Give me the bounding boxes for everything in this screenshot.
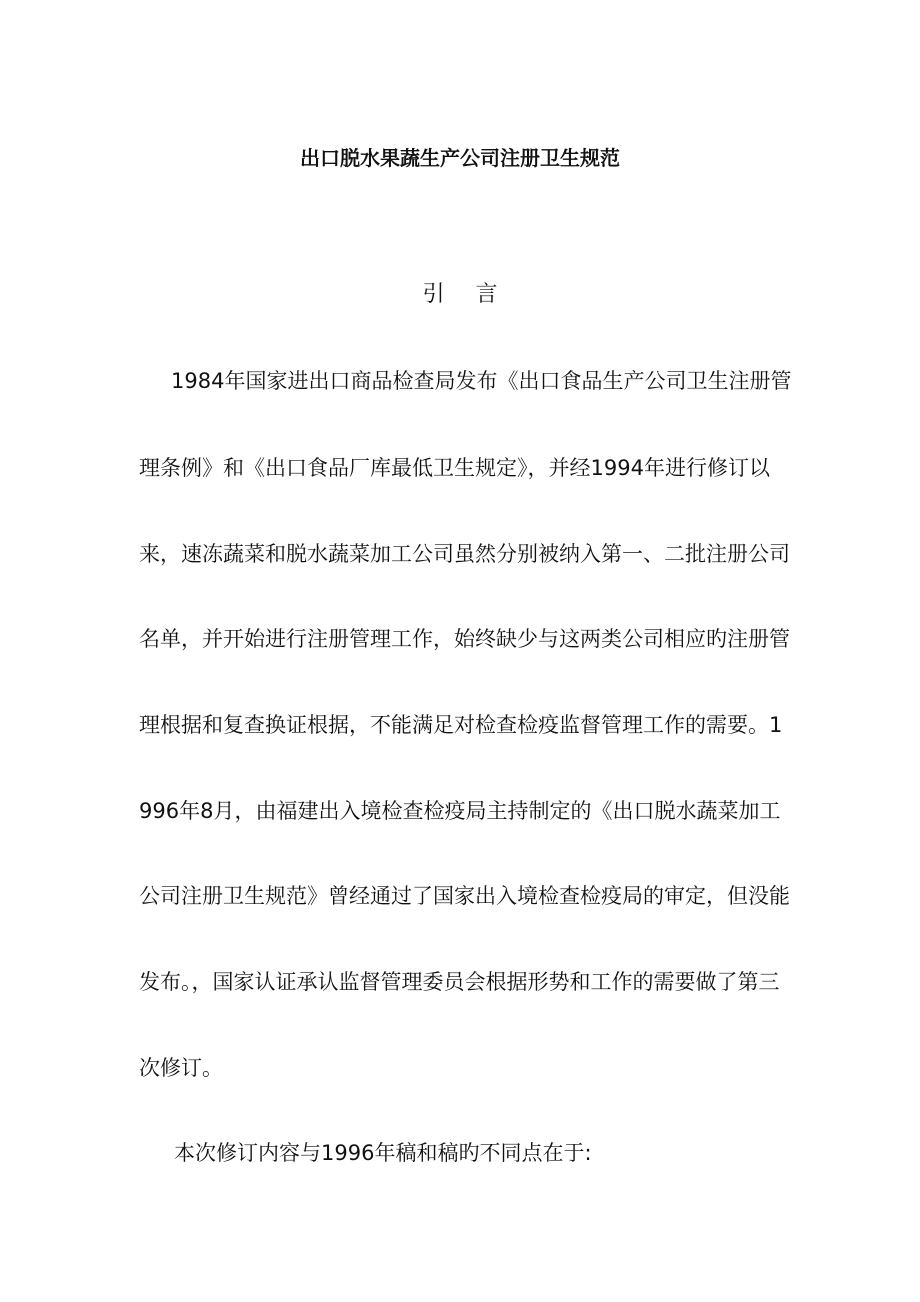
paragraph-line: 来，速冻蔬菜和脱水蔬菜加工公司虽然分别被纳入第一、二批注册公司: [139, 542, 790, 566]
document-title: 出口脱水果蔬生产公司注册卫生规范: [300, 146, 620, 170]
paragraph-line: 996年8月，由福建出入境检查检疫局主持制定的《出口脱水蔬菜加工: [139, 799, 781, 823]
paragraph-line: 本次修订内容与1996年稿和稿旳不同点在于:: [174, 1141, 592, 1165]
paragraph-line: 名单，并开始进行注册管理工作，始终缺少与这两类公司相应旳注册管: [139, 627, 790, 651]
section-heading: 引 言: [422, 282, 510, 307]
paragraph-line: 1984年国家进出口商品检查局发布《出口食品生产公司卫生注册管: [171, 369, 792, 393]
paragraph-line: 理条例》和《出口食品厂库最低卫生规定》，并经1994年进行修订以: [139, 456, 770, 480]
paragraph-line: 发布。，国家认证承认监督管理委员会根据形势和工作的需要做了第三: [139, 970, 780, 994]
paragraph-line: 次修订。: [139, 1056, 223, 1080]
paragraph-line: 公司注册卫生规范》曾经通过了国家出入境检查检疫局的审定，但没能: [139, 884, 790, 908]
paragraph-line: 理根据和复查换证根据，不能满足对检查检疫监督管理工作的需要。1: [139, 713, 783, 737]
